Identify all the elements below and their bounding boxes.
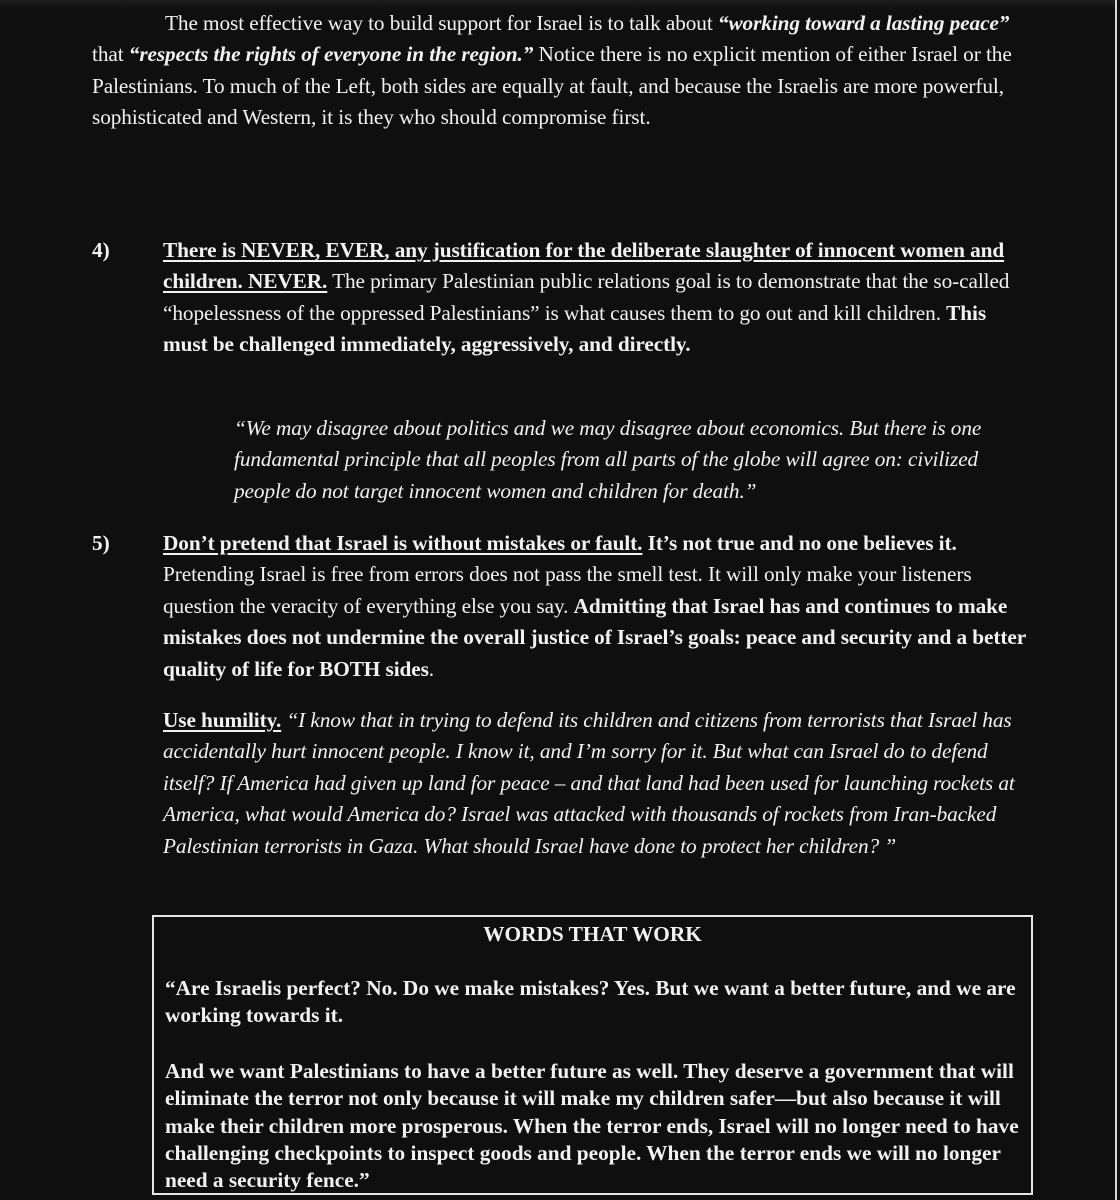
point-5-paragraph	[163, 528, 1033, 685]
point-4-quote: “We may disagree about politics and we may disagree about economics. But there is one fundamental principle that all peoples from all parts of the globe will agree on: civilized people do not target innocent women and children for death.”	[234, 416, 982, 503]
point-4-text: The primary Palestinian public relations goal is to demonstrate that the so-called “hopelessness of the oppressed Palestinians” is what causes them to go out and kill children.	[163, 269, 1010, 325]
point-5-bold-text-2: Admitting that Israel has and continues to make mistakes does not undermine the overall justice of Israel’s goals: peace and security and a better quality of life for BOTH sides	[163, 593, 1026, 681]
intro-text-2: that	[92, 42, 129, 67]
intro-quote-lasting-peace: “working toward a lasting peace”	[717, 11, 1010, 35]
words-that-work-paragraph-2: And we want Palestinians to have a better future as well. They deserve a government that will eliminate the terror not only because it will make my children safer—but also because it will make their children more prosperous. When the terror ends, Israel will no longer need to have challenging checkpoints to inspect goods and people. When the terror ends we will no longer need a security fence.”	[165, 1059, 1019, 1193]
point-4-heading: There is NEVER, EVER, any justification for the deliberate slaughter of innocent women and children. NEVER.	[163, 238, 1005, 294]
point-4-paragraph	[163, 235, 1023, 361]
humility-heading: Use humility.	[163, 708, 282, 732]
intro-text-1: The most effective way to build support for Israel is to talk about	[165, 11, 718, 35]
point-4-bold-text: This must be challenged immediately, aggressively, and directly.	[163, 300, 987, 357]
point-5-text-2: .	[428, 656, 435, 681]
point-5-text-1: Pretending Israel is free from errors does not pass the smell test. It will only make your listeners question the veracity of everything else you say.	[163, 562, 972, 618]
point-5-heading: Don’t pretend that Israel is without mistakes or fault.	[163, 531, 643, 555]
point-4-number: 4)	[92, 238, 110, 262]
words-that-work-paragraph-1: “Are Israelis perfect? No. Do we make mistakes? Yes. But we want a better future, and we are working towards it.	[165, 976, 1016, 1028]
point-5-bold-text-1: It’s not true and no one believes it.	[642, 531, 957, 555]
intro-paragraph	[92, 8, 1032, 134]
words-that-work-box	[152, 915, 1033, 1195]
humility-paragraph	[163, 705, 1033, 862]
point-5-number: 5)	[92, 531, 110, 555]
words-that-work-title: WORDS THAT WORK	[483, 922, 702, 946]
intro-text-3: Notice there is no explicit mention of either Israel or the Palestinians. To much of the Left, both sides are equally at fault, and because the Israelis are more powerful, sophisticated and Western, it is they who should compromise first.	[92, 42, 1012, 130]
humility-quote: “I know that in trying to defend its children and citizens from terrorists that Israel has accidentally hurt innocent people. I know it, and I’m sorry for it. But what can Israel do to defend itself? If America had given up land for peace – and that land had been used for launching rockets at America, what would America do? Israel was attacked with thousands of rockets from Iran-backed Palestinian terrorists in Gaza. What should Israel have done to protect her children? ”	[163, 708, 1015, 858]
intro-quote-rights: “respects the rights of everyone in the region.”	[128, 42, 534, 67]
